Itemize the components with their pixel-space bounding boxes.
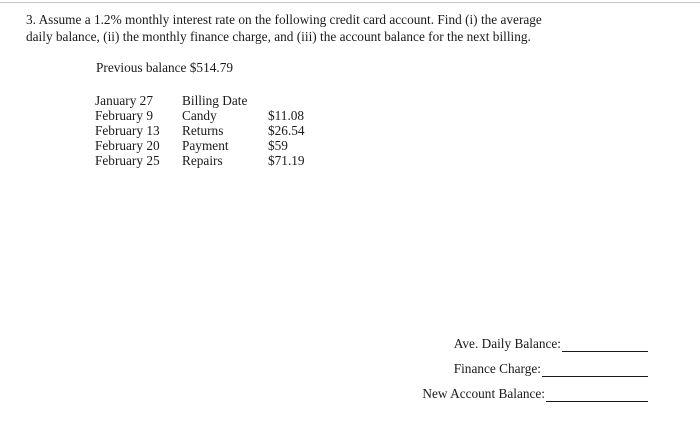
transaction-date: February 9: [95, 108, 153, 123]
transaction-description: Returns: [182, 123, 224, 138]
ave-daily-balance-row: [422, 327, 648, 352]
transaction-date: January 27: [95, 93, 153, 108]
transaction-description: Payment: [182, 138, 229, 153]
transaction-amount: $59: [268, 138, 288, 153]
transaction-date: February 13: [95, 123, 160, 138]
ave-daily-balance-label: Ave. Daily Balance:: [453, 336, 561, 351]
transaction-description: Repairs: [182, 153, 223, 168]
question-text: [26, 11, 676, 45]
previous-balance: Previous balance $514.79: [96, 60, 234, 75]
new-account-balance-row: [422, 377, 648, 402]
answer-section: [422, 327, 648, 402]
transaction-date: February 20: [95, 138, 160, 153]
question-line-2: daily balance, (ii) the monthly finance charge, and (iii) the account balance for the next billing.: [26, 29, 531, 44]
finance-charge-blank[interactable]: [542, 364, 648, 377]
finance-charge-row: [422, 352, 648, 377]
transaction-description: Billing Date: [182, 93, 248, 108]
finance-charge-label: Finance Charge:: [453, 361, 541, 376]
new-account-balance-label: New Account Balance:: [422, 386, 545, 401]
transaction-date: February 25: [95, 153, 160, 168]
new-account-balance-blank[interactable]: [546, 389, 648, 402]
question-line-1: 3. Assume a 1.2% monthly interest rate on the following credit card account. Find (i) the average: [26, 12, 542, 27]
transaction-description: Candy: [182, 108, 217, 123]
top-divider: [0, 2, 700, 3]
transaction-amount: $71.19: [268, 153, 305, 168]
transaction-amount: $11.08: [268, 108, 305, 123]
ave-daily-balance-blank[interactable]: [562, 339, 648, 352]
transaction-amount: $26.54: [268, 123, 305, 138]
